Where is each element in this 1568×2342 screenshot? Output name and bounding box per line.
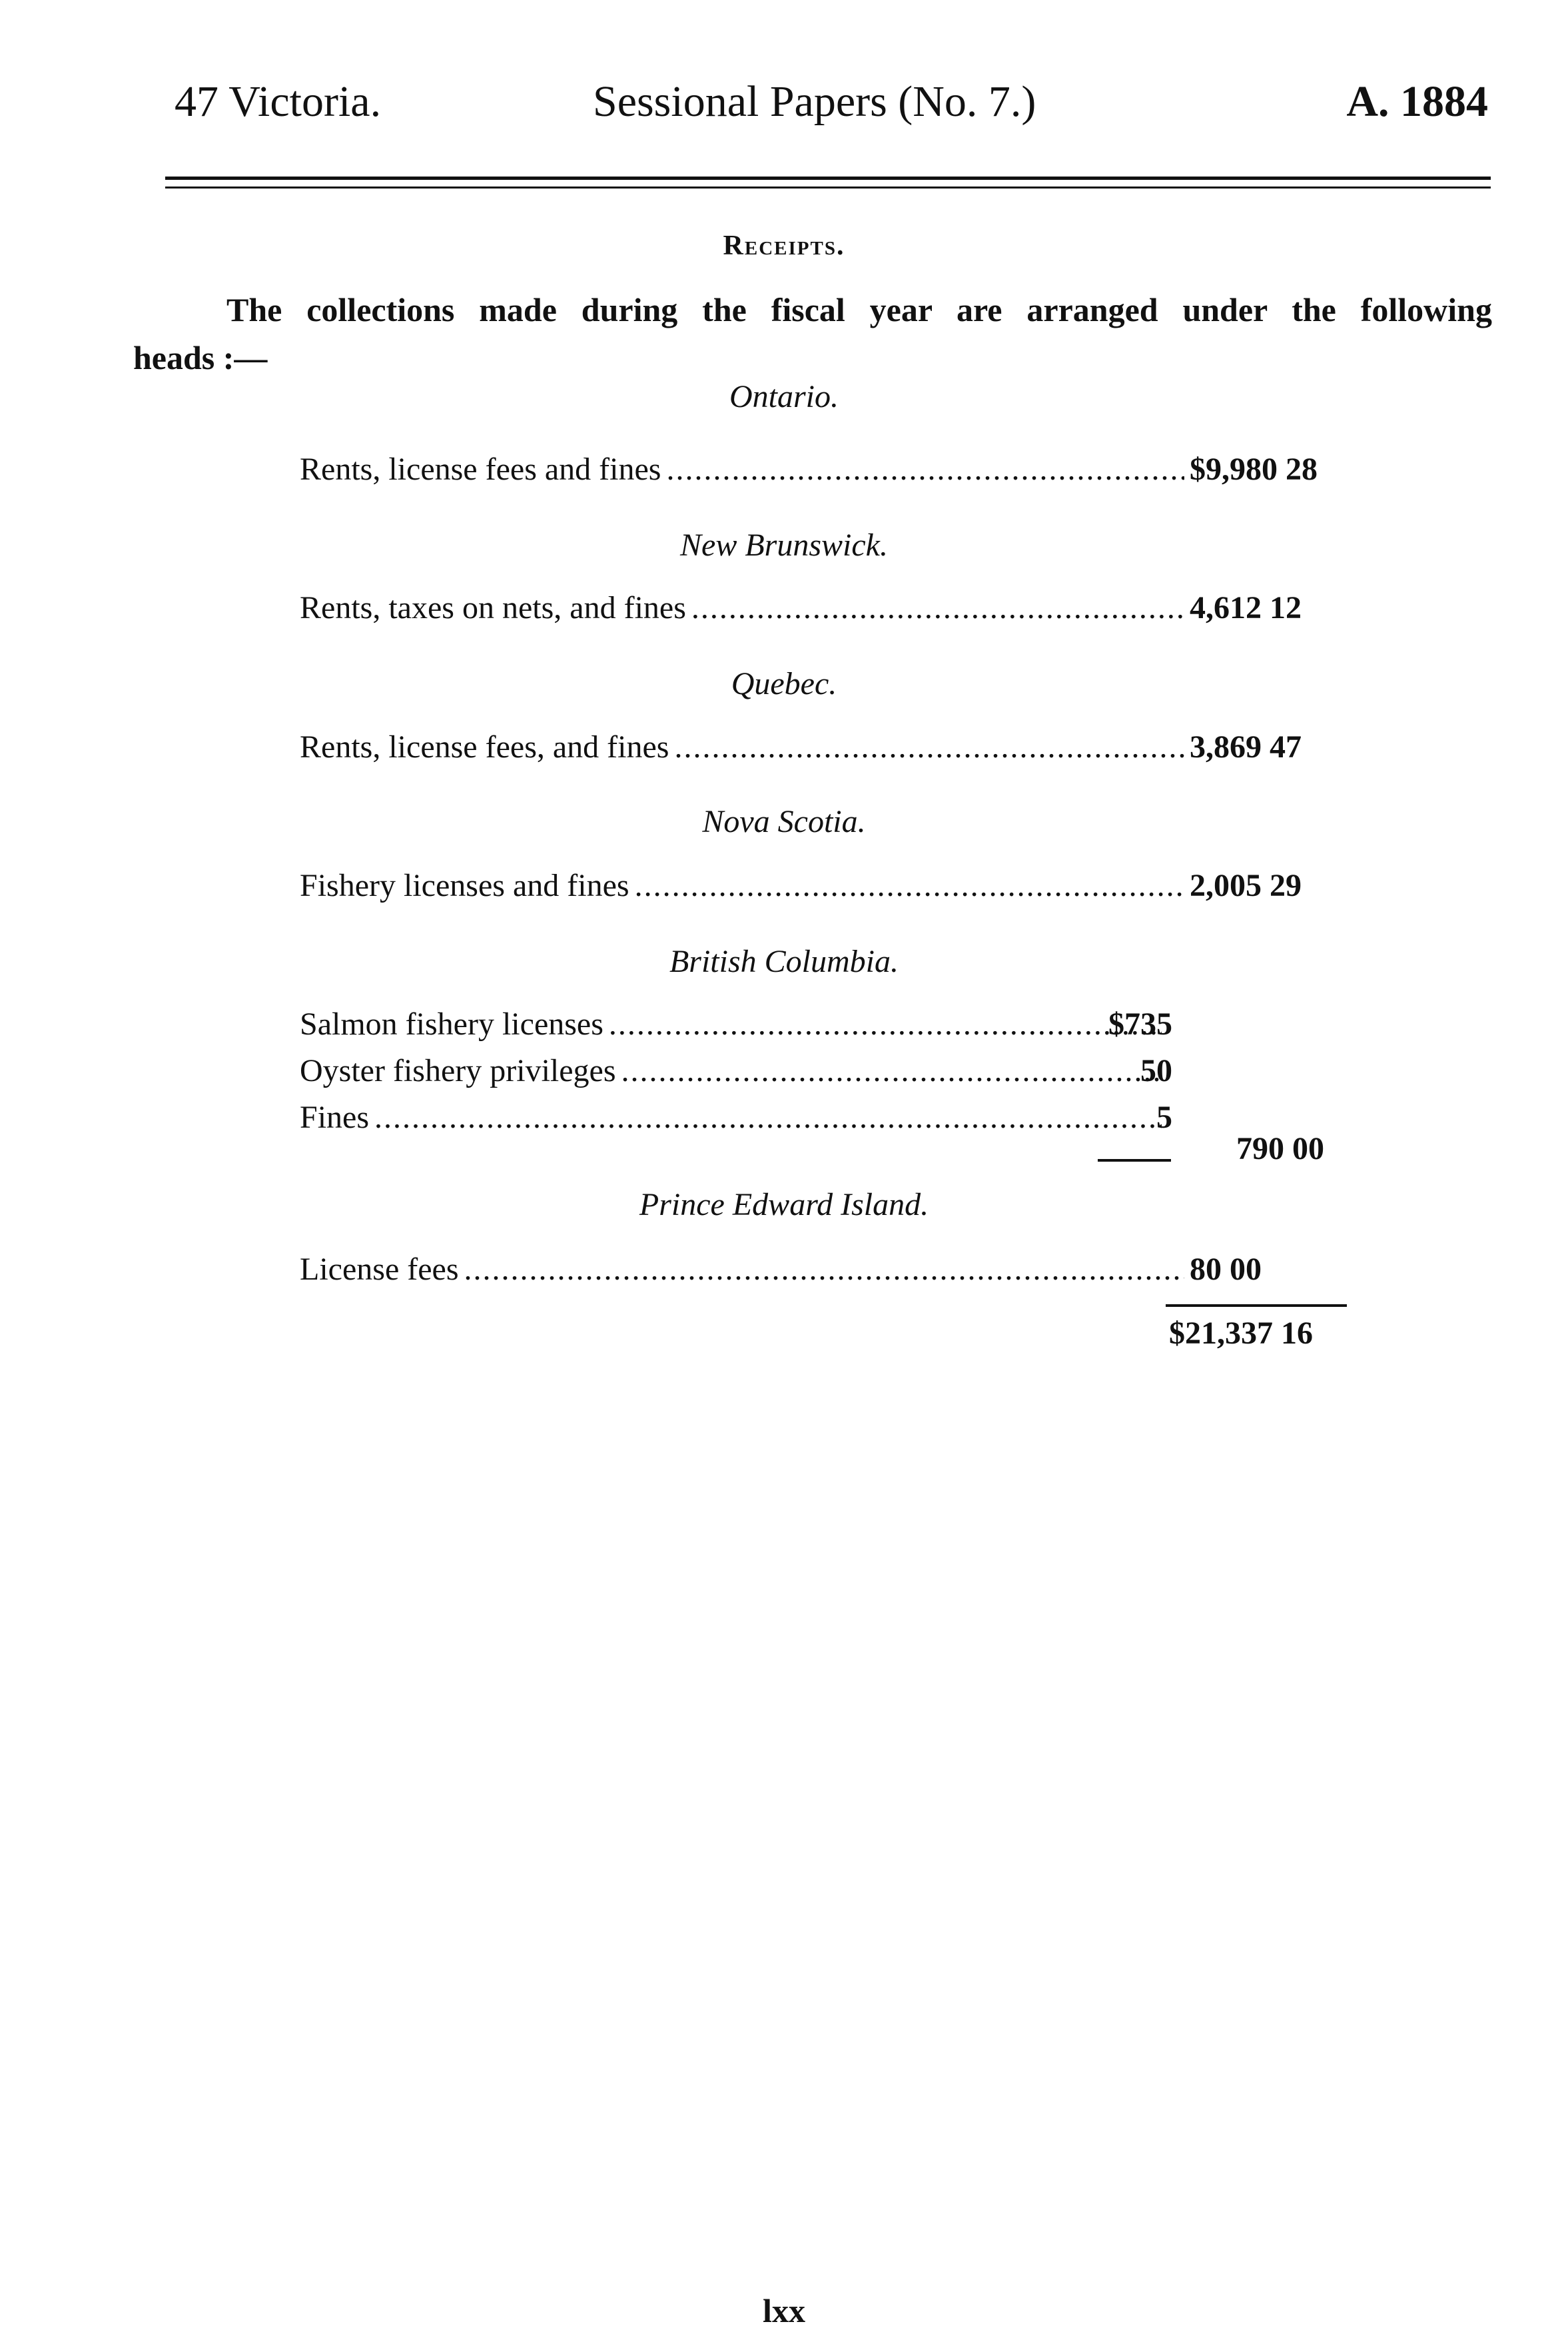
receipt-amount: 80 00 [1190,1252,1262,1287]
receipt-label: Salmon fishery licenses [300,1006,603,1042]
dot-leader [691,588,1184,628]
receipt-amount: 3,869 47 [1190,729,1302,765]
header-year: A. 1884 [1346,77,1488,126]
intro-line-1: The collections made during the fiscal year are arranged under the following [226,291,1492,328]
receipt-subamount: 5 [1156,1100,1172,1135]
region-heading-new-brunswick: New Brunswick. [680,528,888,563]
receipt-label: Fines [300,1100,370,1135]
receipt-label: Rents, taxes on nets, and fines [300,590,686,625]
receipt-row-nova-scotia [300,866,1347,906]
region-heading-pei: Prince Edward Island. [639,1187,929,1222]
region-heading-quebec: Quebec. [731,666,837,701]
region-heading-nova-scotia: Nova Scotia. [702,804,866,839]
receipt-label: Fishery licenses and fines [300,868,629,903]
receipt-amount: $9,980 28 [1190,452,1318,487]
receipt-row-bc-fines [300,1098,1167,1138]
receipt-amount: 4,612 12 [1190,590,1302,625]
header-rule-thick [165,177,1491,180]
receipt-row-bc-oyster [300,1051,1167,1091]
receipt-amount: 2,005 29 [1190,868,1302,903]
receipt-label: Oyster fishery privileges [300,1053,616,1088]
dot-leader [464,1250,1184,1290]
receipt-row-new-brunswick [300,588,1347,628]
dot-leader [374,1098,1162,1138]
header-papers: Sessional Papers (No. 7.) [593,77,1036,126]
region-heading-british-columbia: British Columbia. [669,944,899,979]
receipt-label: Rents, license fees, and fines [300,729,669,765]
subtotal-rule [1098,1159,1171,1162]
header-rule-thin [165,187,1491,189]
dot-leader [666,450,1184,490]
receipt-row-ontario [300,450,1347,490]
header-session: 47 Victoria. [175,77,382,126]
dot-leader [635,866,1184,906]
receipt-label: License fees [300,1252,459,1287]
region-heading-ontario: Ontario. [729,379,839,414]
receipt-subamount: 50 [1140,1053,1172,1088]
receipt-label: Rents, license fees and fines [300,452,661,487]
receipt-row-pei [300,1250,1347,1290]
intro-line-2: heads :— [133,339,268,376]
receipt-row-bc-salmon [300,1004,1167,1044]
section-title: Receipts. [723,230,845,261]
dot-leader [621,1051,1162,1091]
dot-leader [674,727,1184,767]
grand-total: $21,337 16 [1169,1316,1313,1351]
bc-total-amount: 790 00 [1236,1131,1324,1166]
total-rule [1166,1304,1347,1307]
page-number: lxx [763,2292,805,2329]
receipt-subamount: $735 [1108,1006,1172,1042]
dot-leader [609,1004,1162,1044]
receipt-row-quebec [300,727,1347,767]
